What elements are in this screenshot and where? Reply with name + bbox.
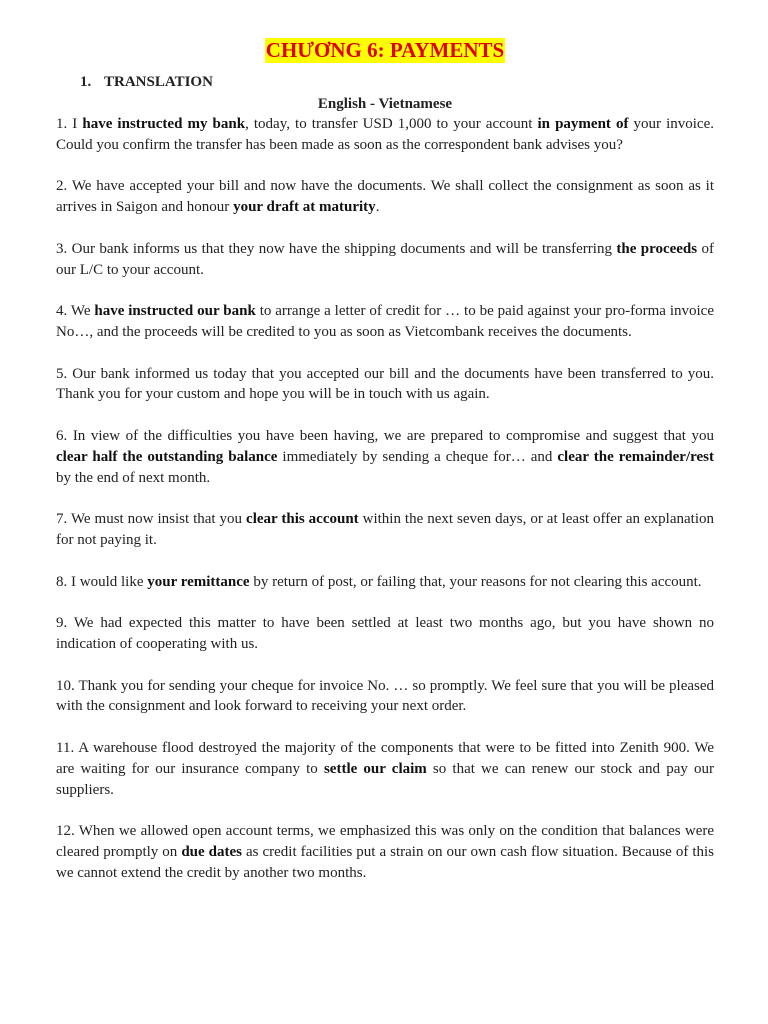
paragraph-10 [56, 676, 714, 718]
section-number: 1. [80, 74, 92, 90]
bold-phrase: have instructed our bank [94, 303, 256, 320]
paragraph-8 [56, 572, 714, 593]
paragraph-9 [56, 613, 714, 655]
text-run: , today, to transfer USD 1,000 to your account [245, 116, 538, 132]
paragraph-1 [56, 114, 714, 156]
bold-phrase: your remittance [147, 573, 250, 590]
title-row [56, 0, 714, 68]
bold-phrase: due dates [181, 843, 242, 860]
text-run: 11. A warehouse flood destroyed the majority of the components that were to be fitted into Zenith 900. We are waiting for our insurance company to [56, 739, 714, 777]
text-run: 12. When we allowed open account terms, we emphasized this was only on the condition that balances were cleared promptly on [56, 823, 714, 860]
text-run: 2. We have accepted your bill and now have the documents. We shall collect the consignment as soon as it arrives in Saigon and honour [56, 178, 714, 216]
text-run: within the next seven days, or at least offer an explanation for not paying it. [56, 511, 714, 548]
paragraph-list [56, 114, 714, 883]
text-run: 9. We had expected this matter to have been settled at least two months ago, but you have shown no indication of cooperating with us. [56, 615, 714, 652]
bold-phrase: settle our claim [323, 760, 427, 777]
text-run: by return of post, or failing that, your reasons for not clearing this account. [249, 573, 702, 590]
text-run: . [375, 199, 380, 216]
text-run: 5. Our bank informed us today that you accepted our bill and the documents have been transferred to you. Thank you for your custom and hope you will be in touch with us again. [56, 365, 714, 403]
paragraph-6 [56, 426, 714, 488]
paragraph-5 [56, 364, 714, 406]
text-run: 4. We [56, 303, 95, 320]
text-run: 10. Thank you for sending your cheque for invoice No. … so promptly. We feel sure that you will be pleased with the consignment and look forward to receiving your next order. [56, 677, 714, 715]
text-run: 1. I [56, 116, 83, 132]
text-run: 7. We must now insist that you [56, 511, 247, 528]
bold-phrase: in payment of [537, 116, 629, 132]
paragraph-3 [56, 239, 714, 281]
bold-phrase: the proceeds [616, 240, 698, 257]
text-run: to arrange a letter of credit for … to be paid against your pro-forma invoice No…, and the proceeds will be credited to you as soon as Vietcombank receives the documents. [56, 303, 714, 340]
section-heading [80, 72, 714, 92]
section-subtitle: English - Vietnamese [317, 96, 453, 112]
paragraph-7 [56, 509, 714, 551]
paragraph-4 [56, 301, 714, 343]
paragraph-12 [56, 821, 714, 883]
text-run: 8. I would like [56, 573, 148, 590]
paragraph-2 [56, 176, 714, 218]
bold-phrase: your draft at maturity [233, 199, 376, 216]
chapter-title: CHƯƠNG 6: PAYMENTS [265, 38, 505, 62]
text-run: as credit facilities put a strain on our own cash flow situation. Because of this we cannot extend the credit by another two months. [56, 843, 715, 881]
text-run: immediately by sending a cheque for… and [277, 448, 558, 465]
text-run: so that we can renew our stock and pay our suppliers. [56, 760, 715, 798]
bold-phrase: clear half the outstanding balance [56, 448, 278, 465]
text-run: of our L/C to your account. [56, 240, 714, 278]
text-run: 3. Our bank informs us that they now have the shipping documents and will be transferring [56, 240, 617, 257]
bold-phrase: clear the remainder/rest [557, 448, 714, 465]
bold-phrase: clear this account [246, 511, 359, 528]
bold-phrase: have instructed my bank [82, 116, 246, 132]
text-run: your invoice. Could you confirm the transfer has been made as soon as the correspondent bank advises you? [56, 116, 714, 153]
section-label: TRANSLATION [104, 74, 213, 90]
paragraph-11 [56, 738, 714, 800]
text-run: 6. In view of the difficulties you have been having, we are prepared to compromise and suggest that you [56, 427, 714, 444]
text-run: by the end of next month. [56, 469, 211, 486]
